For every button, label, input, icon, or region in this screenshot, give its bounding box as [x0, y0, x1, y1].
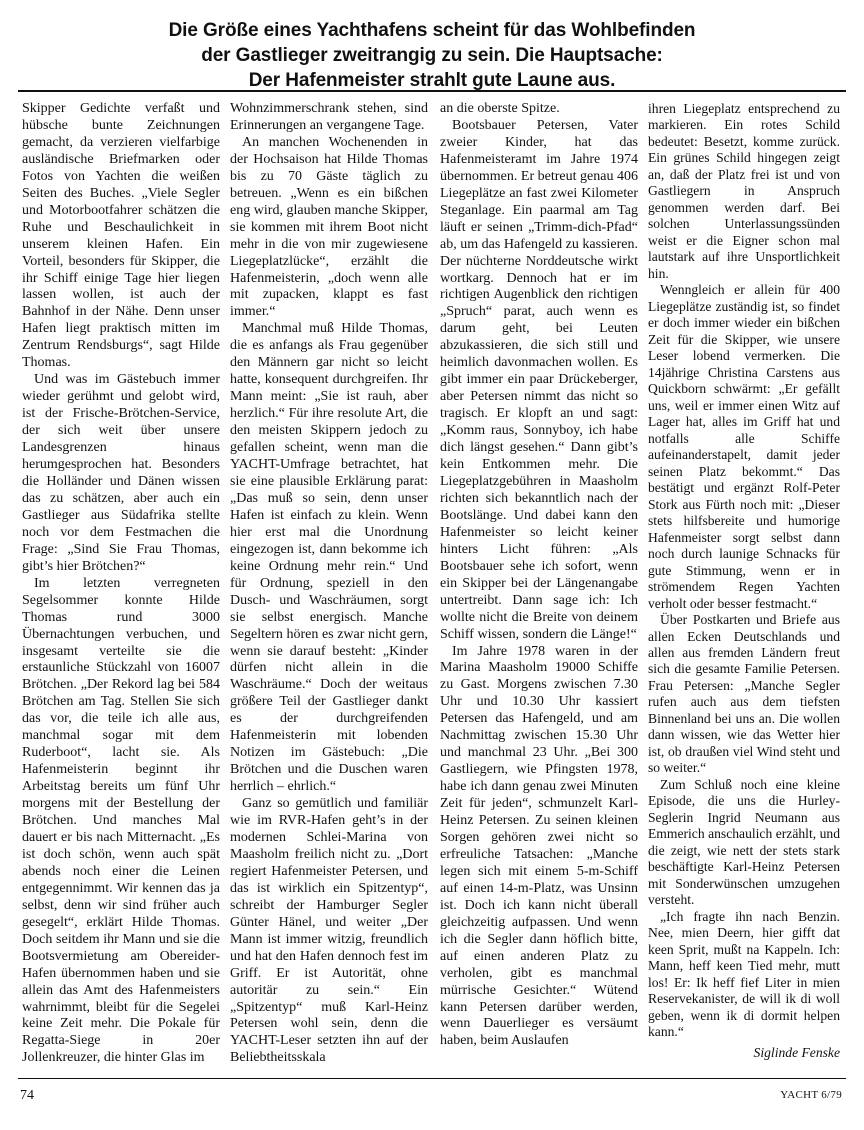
- paragraph: An manchen Wochenenden in der Hochsaison hat Hilde Thomas bis zu 70 Gäste täglich zu betreuen. „Wenn es ein bißchen eng wird, glauben manche Skipper, sie kommen mit ihrem Boot nicht mehr in die von mir zugewiesene Liegeplatzlücke“, erzählt die Hafenmeisterin, „doch wenn alle mit zupacken, klappt es fast immer.“: [230, 134, 428, 320]
- text-column-2: [230, 101, 428, 1067]
- headline-line-2: der Gastlieger zweitrangig zu sein. Die Hauptsache:: [201, 45, 663, 66]
- paragraph: Skipper Gedichte verfaßt und hübsche bunte Zeichnungen gemacht, da verzieren vielfarbige ausländische Briefmarken oder Fotos von Yachten die weißen Seiten des Buches. „Viele Segler und Motorbootfahrer schätzen die Ruhe und Beschaulichkeit in unserem kleinen Hafen. Ein Vorteil, besonders für Skipper, die ihr Schiff einige Tage hier liegen lassen wollen, ist auch der Bahnhof in der Nähe. Denn unser Hafen liegt praktisch mitten im Zentrum Rendsburgs“, sagt Hilde Thomas.: [22, 101, 220, 371]
- page-number: 74: [20, 1088, 34, 1103]
- top-rule: [18, 90, 846, 92]
- article-headline: [100, 18, 764, 93]
- headline-line-1: Die Größe eines Yachthafens scheint für das Wohlbefinden: [168, 20, 696, 41]
- text-column-1: [22, 101, 220, 1067]
- paragraph: „Ich fragte ihn nach Benzin. Nee, mien Deern, hier gifft dat keen Sprit, mußt na Kappeln. Ich: Mann, heff keen Tied mehr, mutt los! Er: Ik heff fief Liter in mien Reservekanister, de will ik di woll geben, wenn ik di dormit helpen kann.“: [648, 908, 840, 1040]
- paragraph: ihren Liegeplatz entsprechend zu markieren. Ein rotes Schild bedeutet: Besetzt, komme zurück. Ein grünes Schild hingegen zeigt an, daß der Platz frei ist und von Gastliegern in Anspruch genommen werden darf. Bei solchen Unterlassungssünden weist er die Eigner schon mal lautstark auf ihre Unsportlichkeit hin.: [648, 101, 840, 281]
- headline-line-3: Der Hafenmeister strahlt gute Laune aus.: [248, 70, 616, 91]
- text-column-3: [440, 101, 638, 1050]
- paragraph: Im letzten verregneten Segelsommer konnte Hilde Thomas rund 3000 Übernachtungen verbuchen, und insgesamt verteilte sie die erstaunliche Stückzahl von 16007 Brötchen. „Der Rekord lag bei 584 Brötchen am Tag. Stellen Sie sich das vor, die teile ich alle aus, manchmal sogar mit dem Ruderboot“, lacht sie. Als Hafenmeisterin beginnt ihr Arbeitstag bereits um fünf Uhr morgens mit der Bestellung der Brötchen. Und manches Mal dauert er bis nach Mitternacht. „Es ist doch schön, wenn auch spät abends noch einer die Leinen entgegennimmt. Wir kennen das ja selbst, denn wir sind früher auch gesegelt“, erklärt Hilde Thomas. Doch seitdem ihr Mann und sie die Bootsvermietung am Obereider-Hafen übernommen haben und sie allein das Amt des Hafenmeisters wahrnimmt, bleibt für die Segelei keine Zeit mehr. Die Pokale für Regatta-Siege in 20er Jollenkreuzer, die hinter Glas im: [22, 575, 220, 1066]
- paragraph: Manchmal muß Hilde Thomas, die es anfangs als Frau gegenüber den Männern gar nicht so leicht hatte, konsequent durchgreifen. Ihr Mann meint: „Sie ist rauh, aber herzlich.“ Für ihre resolute Art, die den meisten Skippern jedoch zu gefallen scheint, wenn man die YACHT-Umfrage betrachtet, hat sie eine plausible Erklärung parat: „Das muß so sein, denn unser Hafen ist einfach zu klein. Wenn hier erst mal die Unordnung eingezogen ist, dann bekomme ich keine Ordnung mehr rein.“ Und für Ordnung, speziell in den Dusch- und Waschräumen, sorgt sie selbst energisch. Manche Segeltern hören es zwar nicht gern, wenn sie darauf besteht: „Kinder dürfen nicht allein in die Waschräume.“ Doch der weitaus größere Teil der Gastlieger dankt es der durchgreifenden Hafenmeisterin mit lobenden Notizen im Gästebuch: „Die Brötchen und die Duschen waren herrlich – ehrlich.“: [230, 321, 428, 795]
- paragraph: Zum Schluß noch eine kleine Episode, die uns die Hurley-Seglerin Ingrid Neumann aus Emmerich anschaulich erzählt, und die zeigt, wie nett der stets stark beschäftigte Karl-Heinz Petersen mit Sonderwünschen umzugehen versteht.: [648, 776, 840, 908]
- paragraph: an die oberste Spitze.: [440, 101, 560, 116]
- text-column-4: [648, 101, 840, 1061]
- paragraph: Wohnzimmerschrank stehen, sind Erinnerungen an vergangene Tage.: [230, 101, 428, 133]
- bottom-rule: [18, 1078, 846, 1079]
- paragraph: Im Jahre 1978 waren in der Marina Maasholm 19000 Schiffe zu Gast. Morgens zwischen 7.30 Uhr und 10.30 Uhr kassiert Petersen das Hafengeld, und am Nachmittag zwischen 15.30 Uhr und manchmal 23 Uhr. „Bei 300 Gastliegern, wie Pfingsten 1978, habe ich dann genau zwei Minuten Zeit für jeden“, schmunzelt Karl-Heinz Petersen. Zu seinen kleinen Sorgen gehören zwei nicht so erfreuliche Tatsachen: „Manche legen sich mit einem 5-m-Schiff auf einen 14-m-Platz, was Unsinn ist. Doch ich kann nicht überall gleichzeitig aufpassen. Und wenn ich die Segler dann höflich bitte, auf einen anderen Platz zu verholen, gibt es manchmal mürrische Gesichter.“ Wütend kann Petersen darüber werden, wenn Dauerlieger es versäumt haben, beim Auslaufen: [440, 643, 638, 1049]
- author-byline: Siglinde Fenske: [753, 1044, 840, 1060]
- paragraph: Und was im Gästebuch immer wieder gerühmt und gelobt wird, ist der Frische-Brötchen-Service, der sich weit über unsere Landesgrenzen hinaus herumgesprochen hat. Besonders die Holländer und Dänen wissen das zu schätzen, aber auch ein Gastlieger aus Südafrika stellte noch vor dem Festmachen die Frage: „Sind Sie Frau Thomas, gibt’s hier Brötchen?“: [22, 372, 220, 574]
- paragraph: Wenngleich er allein für 400 Liegeplätze zuständig ist, so findet er doch immer wieder ein bißchen Zeit für die Skipper, wie unsere Leser lobend vermerken. Die 14jährige Christina Carstens aus Quickborn schwärmt: „Er gefällt uns, weil er immer einen Witz auf Lager hat, alles im Griff hat und notfalls alle Schiffe aufeinanderstapelt, damit jeder seinen Platz bekommt.“ Das bestätigt und ergänzt Rolf-Peter Stork aus Fürth noch mit: „Dieser stets hilfsbereite und humorige Hafenmeister sorgt selbst dann noch durch launige Schnacks für gute Stimmung, wenn er in strömendem Regen Yachten verholt oder besser festmacht.“: [648, 282, 840, 611]
- journal-reference: YACHT 6/79: [780, 1089, 842, 1101]
- paragraph: Ganz so gemütlich und familiär wie im RVR-Hafen geht’s in der modernen Schlei-Marina von Maasholm freilich nicht zu. „Dort regiert Hafenmeister Petersen, und das ist wirklich ein Spitzentyp“, schreibt der Hamburger Segler Günter Hänel, und weiter „Der Mann ist immer witzig, freundlich und hat den Hafen dennoch fest im Griff. Er ist Autorität, ohne autoritär zu sein.“ Ein „Spitzentyp“ muß Karl-Heinz Petersen wohl sein, denn die YACHT-Leser setzten ihn auf der Beliebtheitsskala: [230, 796, 428, 1066]
- paragraph: Über Postkarten und Briefe aus allen Ecken Deutschlands und allen aus fremden Ländern freut sich die gesamte Familie Petersen. Frau Petersen: „Manche Segler rufen auch aus dem tiefsten Binnenland bei uns an. Die wollen dann wissen, wie das Wetter hier ist, ob draußen viel Wind steht und so weiter.“: [648, 612, 840, 776]
- paragraph: Bootsbauer Petersen, Vater zweier Kinder, hat das Hafenmeisteramt im Jahre 1974 übernommen. Er betreut genau 406 Liegeplätze an fast zwei Kilometer Steganlage. Ein paarmal am Tag läuft er seinen „Trimm-dich-Pfad“ ab, um das Hafengeld zu kassieren. Der nüchterne Norddeutsche wirkt wortkarg. Dennoch hat er im richtigen Augenblick den richtigen „Spruch“ parat, auch wenn es darum geht, bei Leuten abzukassieren, die sich still und heimlich davonmachen wollen. Es gibt immer ein paar Drückeberger, aber Petersen nimmt das nicht so tragisch. Er klopft an und sagt: „Komm raus, Sonnyboy, ich habe dich längst gesehen.“ Dann gibt’s kein Entkommen mehr. Die Liegeplatzgebühren in Maasholm richten sich bekanntlich nach der Bootslänge. Und dabei kann den Hafenmeister so leicht keiner hinters Licht führen: „Als Bootsbauer sehe ich sofort, wenn ein Skipper bei der Längenangabe untertreibt. Dann sage ich: Ich wollte nicht die Breite von deinem Schiff wissen, sondern die Länge!“: [440, 117, 638, 642]
